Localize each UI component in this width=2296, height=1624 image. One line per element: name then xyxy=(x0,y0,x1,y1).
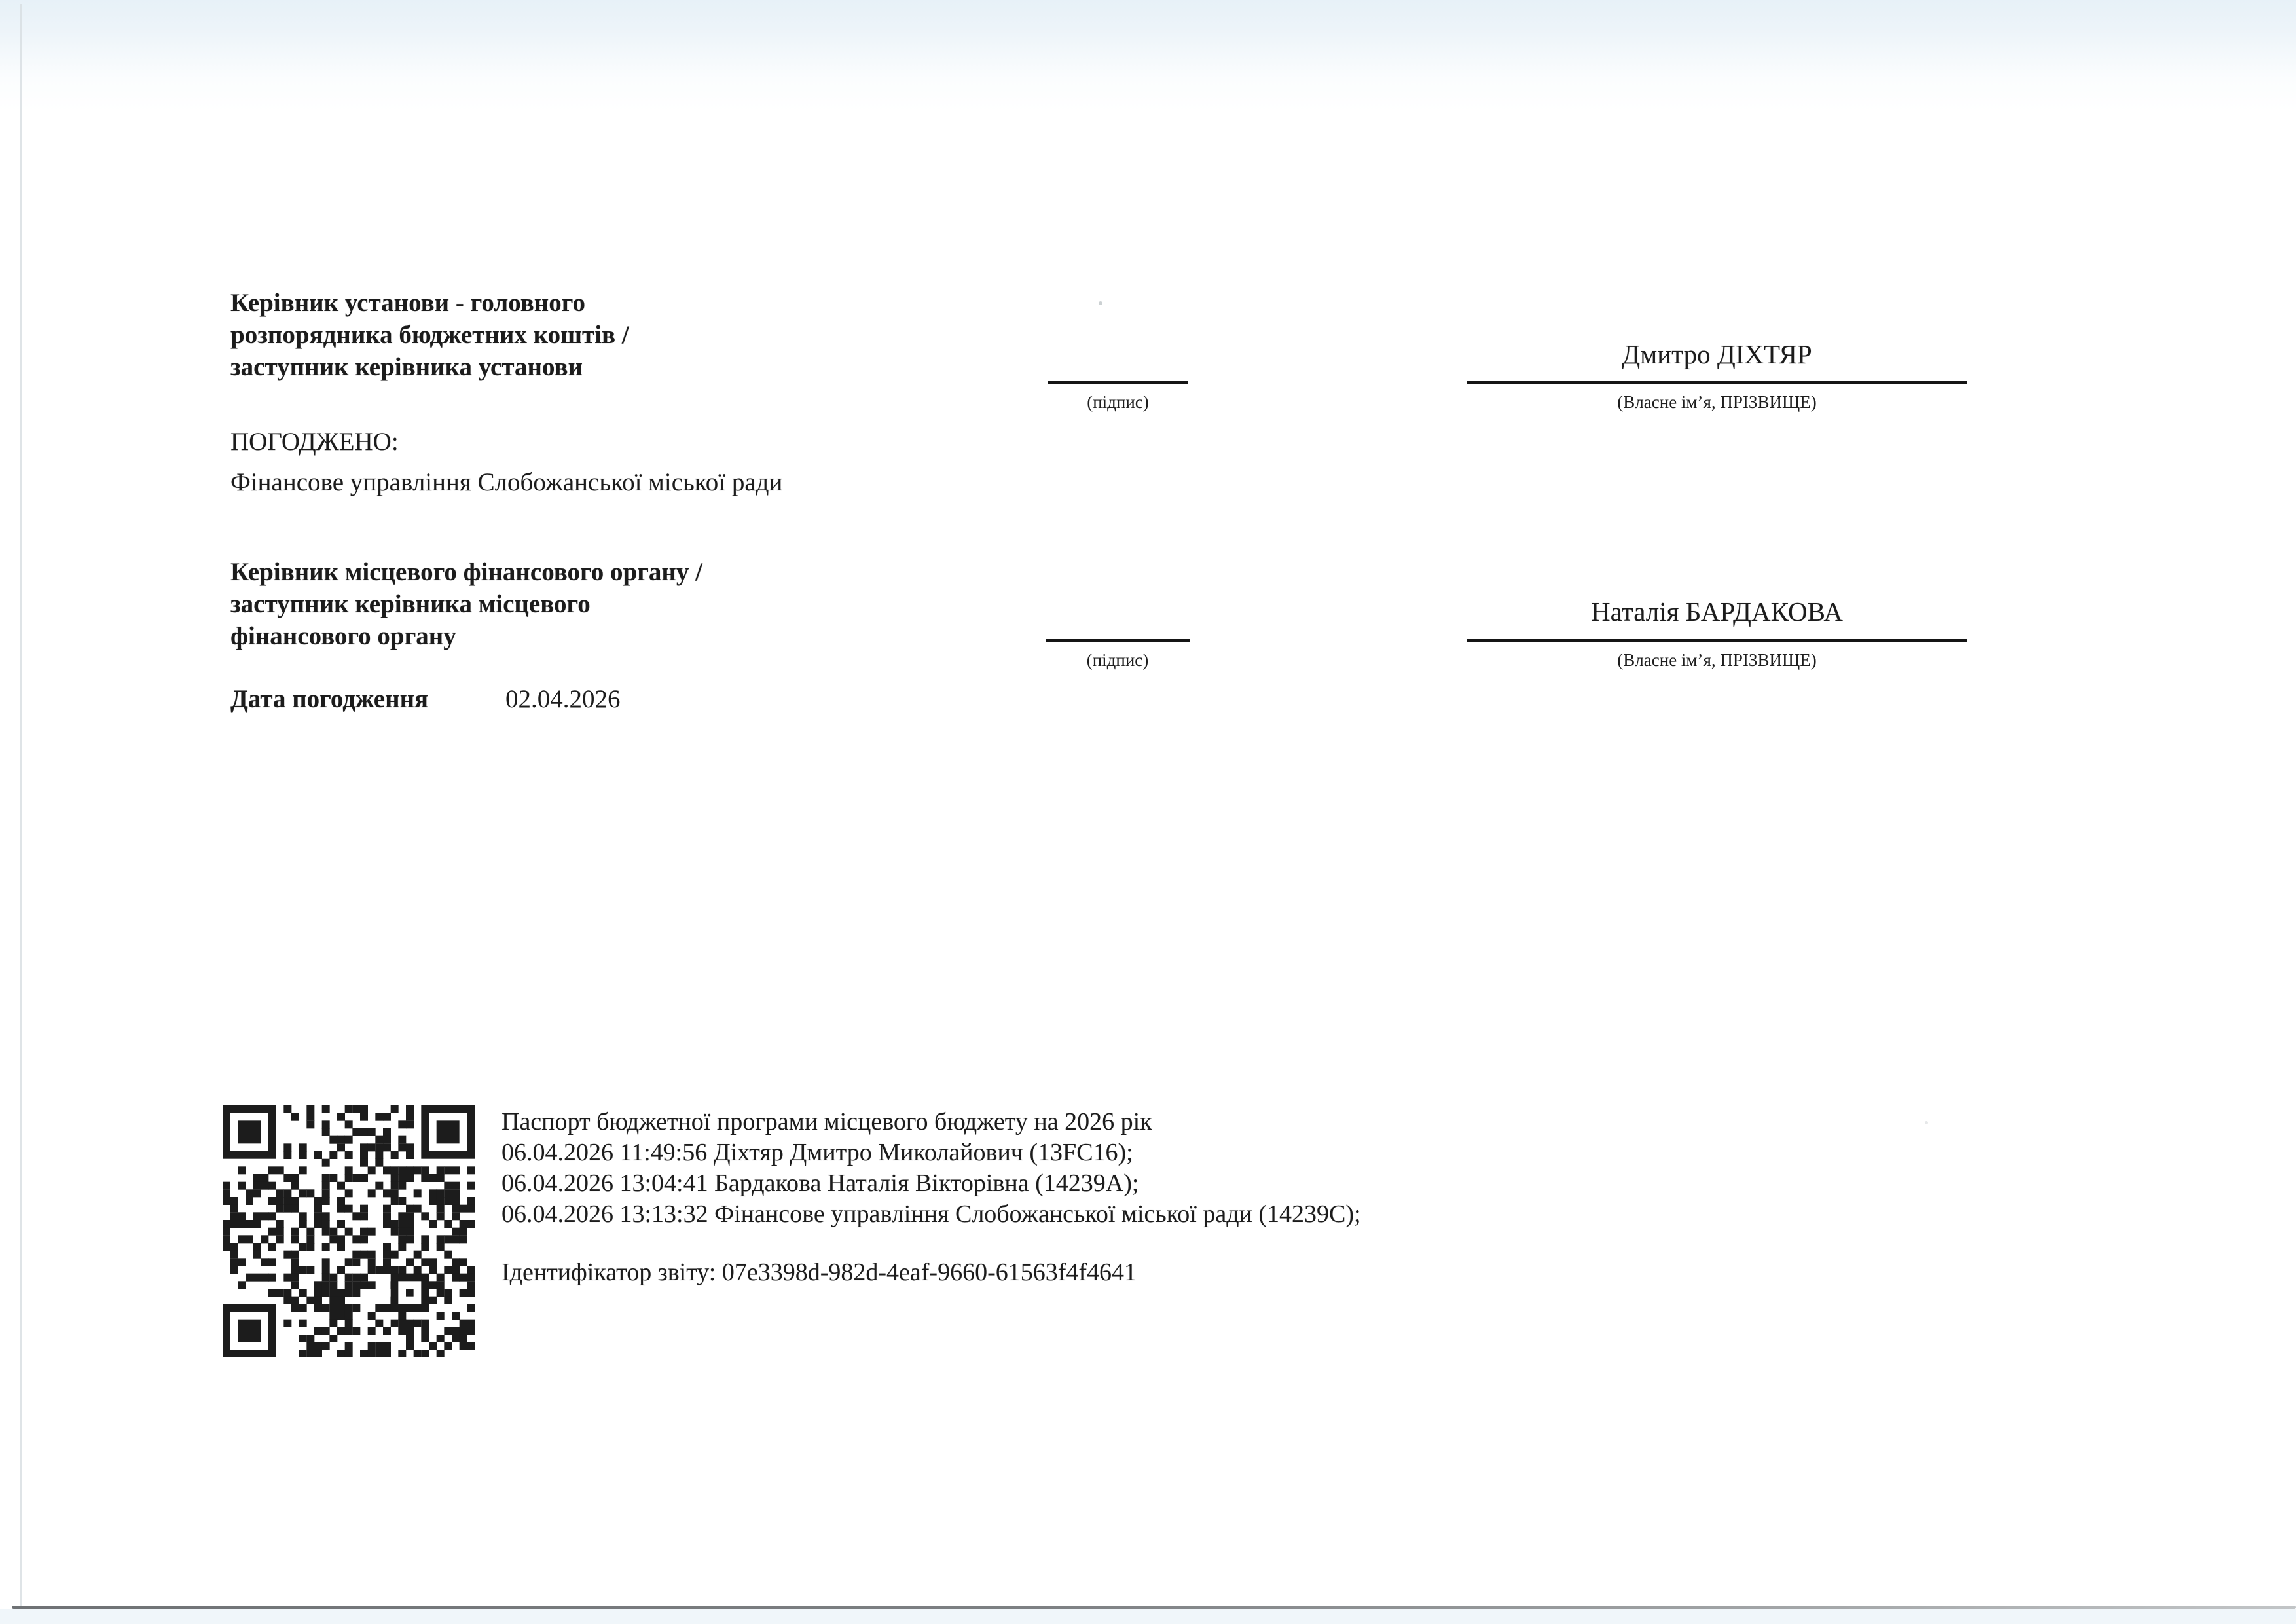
role-title-line: фінансового органу xyxy=(230,622,456,650)
role-title-line: заступник керівника місцевого xyxy=(230,590,591,618)
scan-top-edge-tint xyxy=(0,0,2296,111)
report-identifier: Ідентифікатор звіту: 07e3398d-982d-4eaf-9660-61563f4f4641 xyxy=(501,1259,1137,1286)
name-line-2 xyxy=(1467,639,1967,642)
role-title-line: заступник керівника установи xyxy=(230,353,583,381)
signatory-name-2: Наталія БАРДАКОВА xyxy=(1591,597,1843,627)
stamp-text-block xyxy=(501,1107,1549,1288)
stamp-title: Паспорт бюджетної програми місцевого бюджету на 2026 рік xyxy=(501,1108,1152,1135)
qr-code xyxy=(223,1105,475,1357)
stamp-signature-entry: 06.04.2026 11:49:56 Діхтяр Дмитро Миколайович (13FC16); xyxy=(501,1139,1133,1166)
agreed-organization: Фінансове управління Слобожанської міської ради xyxy=(230,468,783,496)
stamp-signature-entry: 06.04.2026 13:04:41 Бардакова Наталія Вікторівна (14239A); xyxy=(501,1170,1139,1197)
scan-bottom-edge-tint xyxy=(0,1609,2296,1624)
signature-caption-2: (підпис) xyxy=(1086,650,1149,670)
scan-bottom-edge-line xyxy=(12,1606,2296,1609)
role-title-line: Керівник місцевого фінансового органу / xyxy=(230,558,702,586)
signature-line-1 xyxy=(1048,381,1188,384)
scan-speck xyxy=(1099,301,1102,305)
role-title-line: розпорядника бюджетних коштів / xyxy=(230,321,629,349)
name-caption-1: (Власне ім’я, ПРІЗВИЩЕ) xyxy=(1617,392,1817,412)
agreement-date-label: Дата погодження xyxy=(230,685,429,713)
agreement-date-value: 02.04.2026 xyxy=(505,685,621,713)
scan-left-edge-line xyxy=(20,4,22,1606)
stamp-signature-entry: 06.04.2026 13:13:32 Фінансове управління Слобожанської міської ради (14239C); xyxy=(501,1200,1361,1228)
agreed-label: ПОГОДЖЕНО: xyxy=(230,428,399,456)
signature-caption-1: (підпис) xyxy=(1087,392,1149,412)
role-title-financial-head xyxy=(230,556,820,652)
scan-speck xyxy=(1925,1121,1928,1124)
name-line-1 xyxy=(1467,381,1967,384)
signatory-name-1: Дмитро ДІХТЯР xyxy=(1622,339,1812,369)
signature-line-2 xyxy=(1046,639,1190,642)
role-title-institution-head xyxy=(230,287,820,383)
name-caption-2: (Власне ім’я, ПРІЗВИЩЕ) xyxy=(1617,650,1817,670)
role-title-line: Керівник установи - головного xyxy=(230,289,586,317)
